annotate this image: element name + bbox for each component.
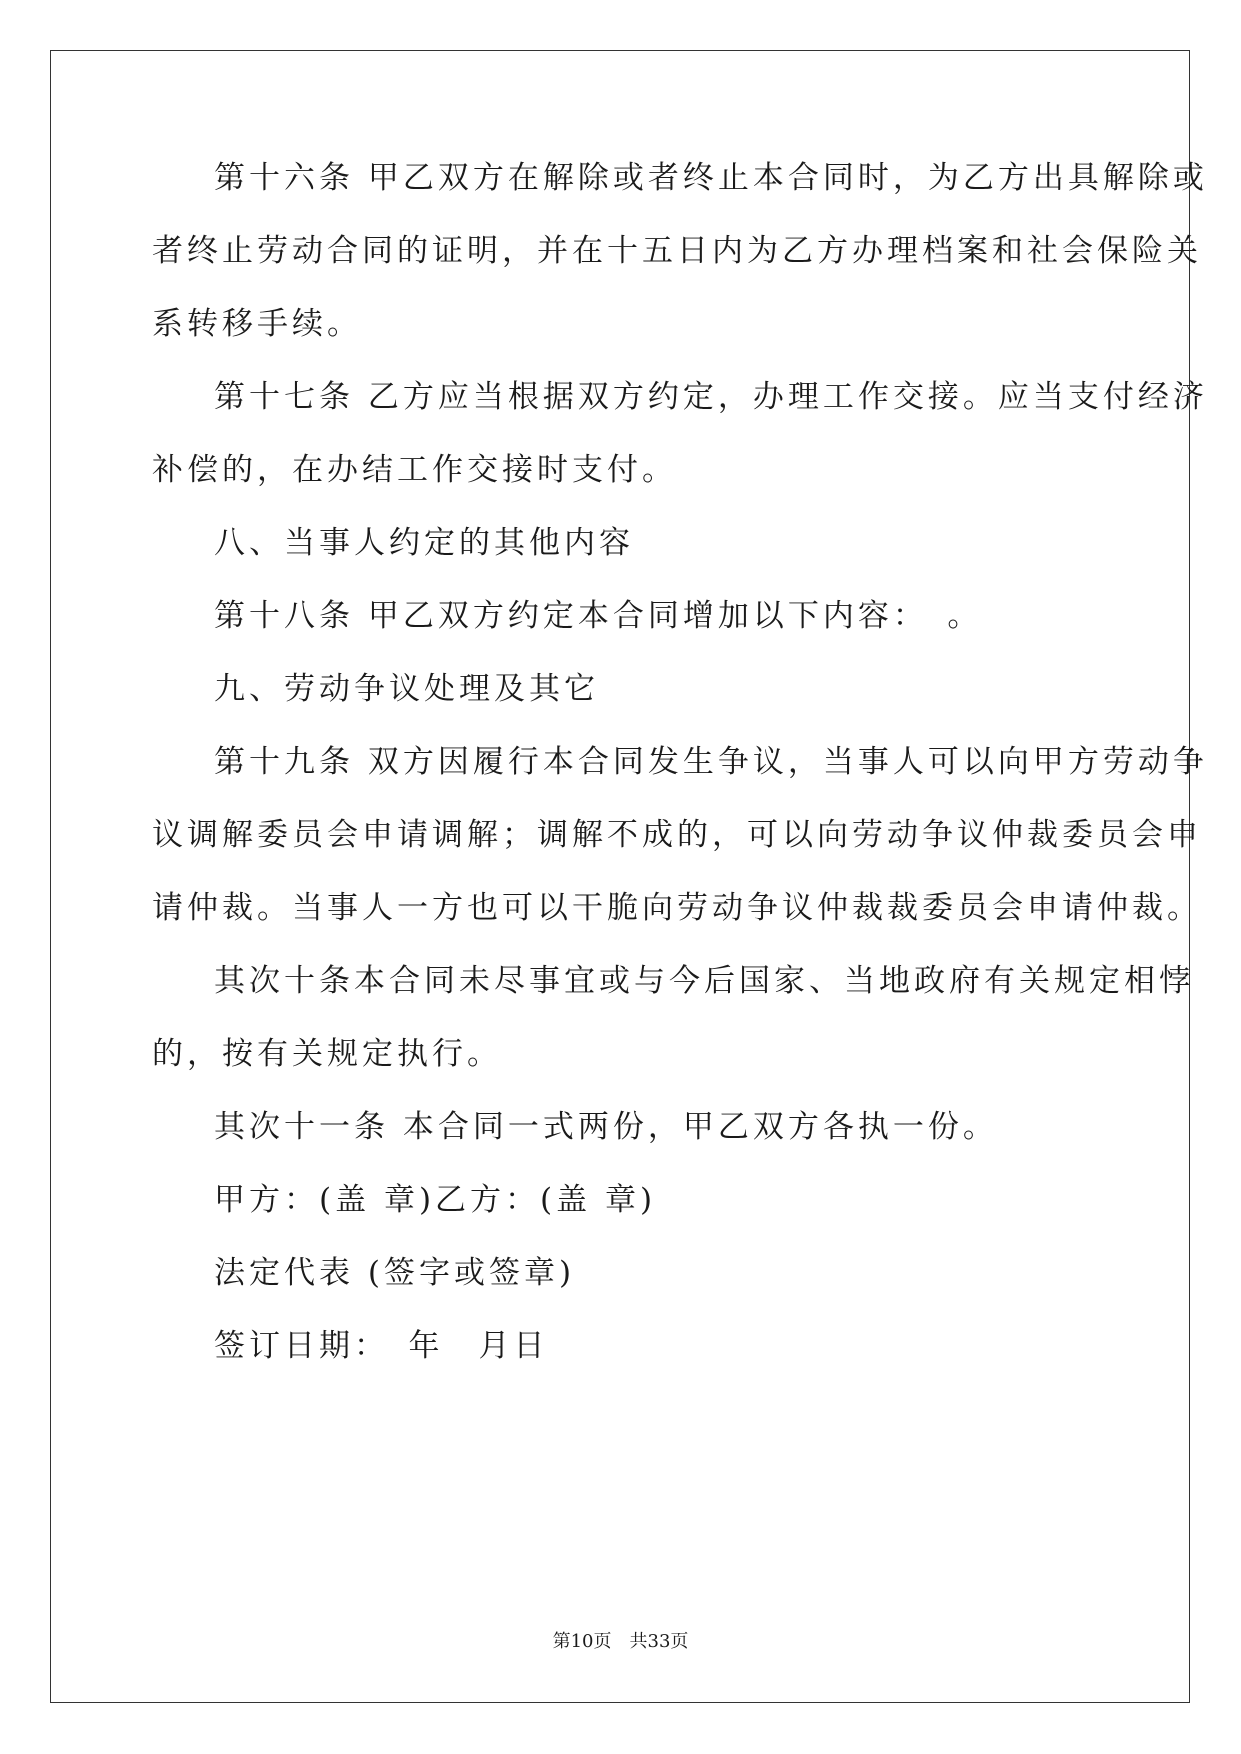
signature-parties-line: 甲方：(盖 章)乙方：(盖 章) (214, 1182, 657, 1218)
section-heading-8: 八、当事人约定的其他内容 (214, 525, 634, 561)
section-heading-9: 九、劳动争议处理及其它 (214, 671, 599, 707)
paragraph-article-19-line-2: 议调解委员会申请调解；调解不成的，可以向劳动争议仲裁委员会申 (152, 817, 1202, 853)
paragraph-article-17-line-2: 补偿的，在办结工作交接时支付。 (152, 452, 677, 488)
paragraph-article-21: 其次十一条 本合同一式两份，甲乙双方各执一份。 (214, 1109, 998, 1145)
paragraph-article-19-line-3: 请仲裁。当事人一方也可以干脆向劳动争议仲裁裁委员会申请仲裁。 (152, 890, 1202, 926)
page-border (50, 50, 1190, 1703)
paragraph-article-19-line-1: 第十九条 双方因履行本合同发生争议，当事人可以向甲方劳动争 (214, 744, 1208, 780)
paragraph-article-20-line-2: 的，按有关规定执行。 (152, 1036, 502, 1072)
paragraph-article-18: 第十八条 甲乙双方约定本合同增加以下内容： 。 (214, 598, 983, 634)
paragraph-article-16-line-3: 系转移手续。 (152, 306, 362, 342)
legal-representative-line: 法定代表 (签字或签章) (214, 1255, 576, 1291)
paragraph-article-16-line-2: 者终止劳动合同的证明，并在十五日内为乙方办理档案和社会保险关 (152, 233, 1202, 269)
page-number-footer: 第10页 共33页 (552, 1631, 689, 1652)
paragraph-article-20-line-1: 其次十条本合同未尽事宜或与今后国家、当地政府有关规定相悖 (214, 963, 1194, 999)
paragraph-article-17-line-1: 第十七条 乙方应当根据双方约定，办理工作交接。应当支付经济 (214, 379, 1208, 415)
paragraph-article-16-line-1: 第十六条 甲乙双方在解除或者终止本合同时，为乙方出具解除或 (214, 160, 1208, 196)
signing-date-line: 签订日期： 年 月日 (214, 1328, 549, 1364)
